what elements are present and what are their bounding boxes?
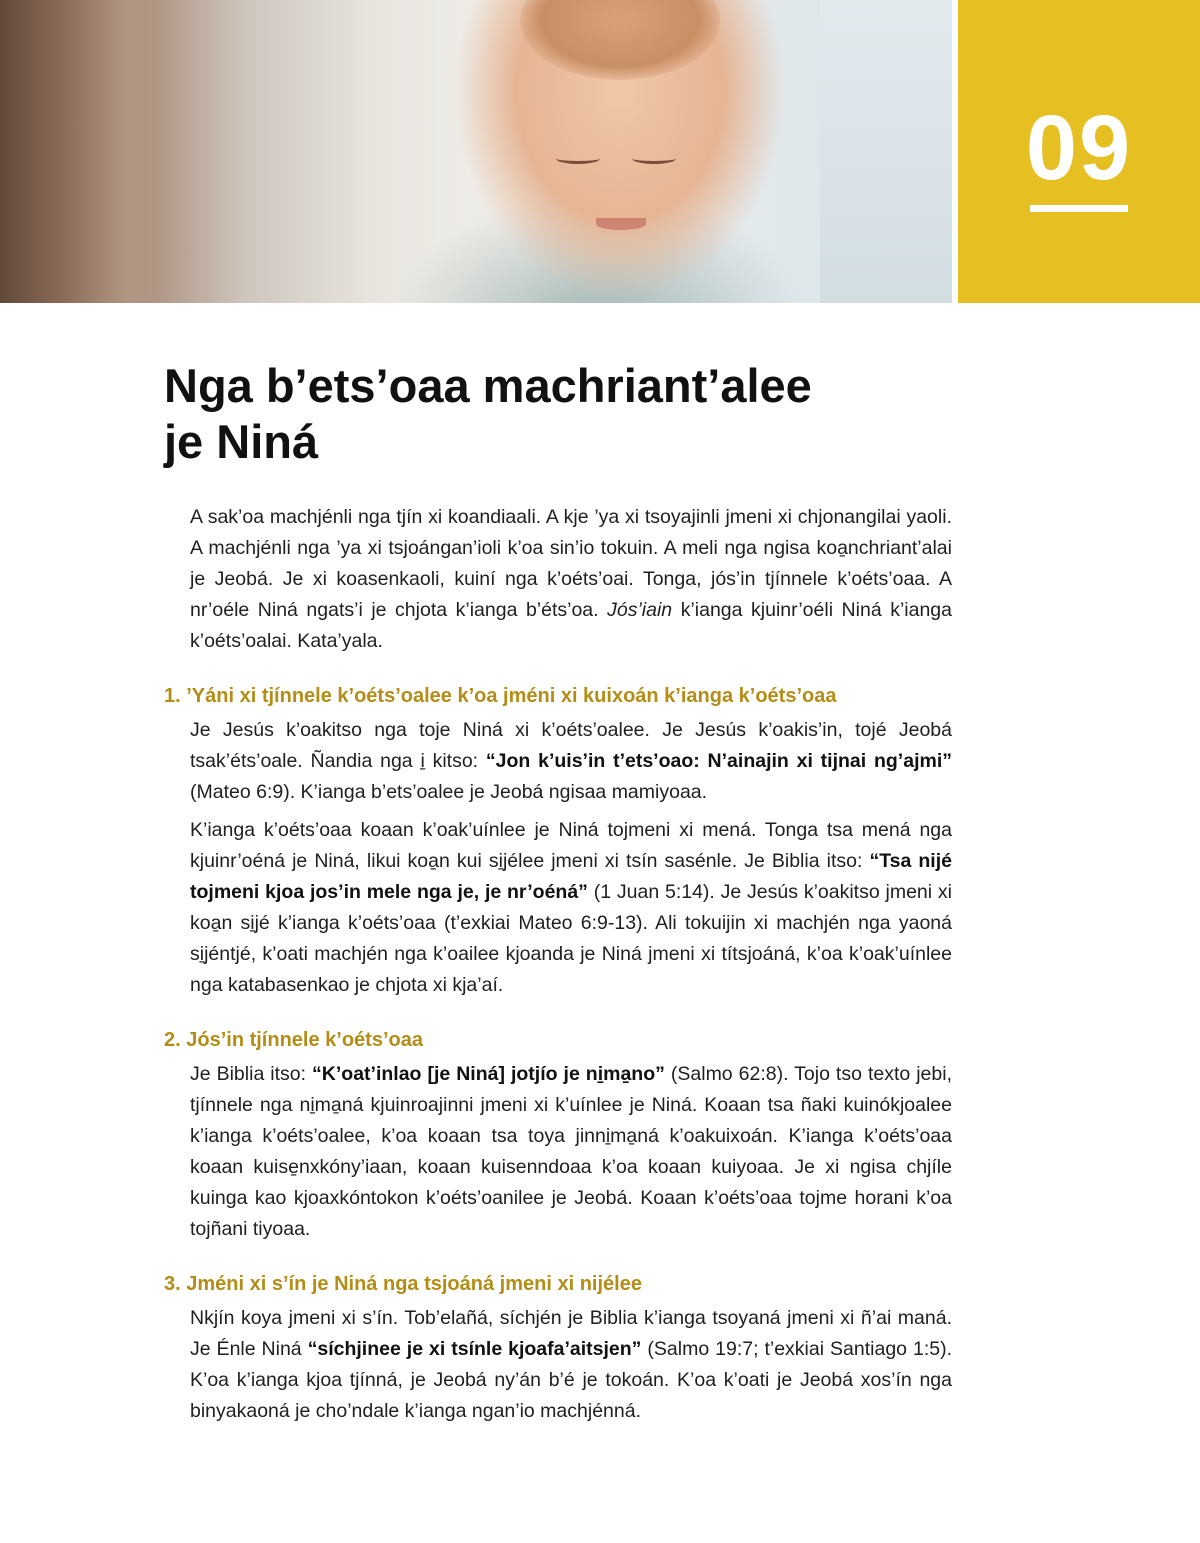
window-background [820, 0, 952, 303]
section-1-p2-text: K’ianga k’oéts’oaa koaan k’oak’uínlee je Niná tojmeni xi mená. Tonga tsa mená nga kjuinr’oéná je Niná, likui koa̱n kui si̱jélee jmeni xi tsín sasénle. Je Biblia itso: [190, 819, 952, 872]
smile [596, 218, 646, 230]
section-2 [164, 1025, 952, 1245]
section-3-p1-quote: “síchjinee je xi tsínle kjoafa’aitsjen” [307, 1338, 642, 1360]
bookshelf-background [0, 0, 170, 303]
intro-text-2: k’ianga kjuinr’oéli Niná k’ianga k’oéts’oalai. Kata’yala. [190, 599, 952, 652]
lesson-number: 09 [1025, 97, 1133, 199]
closed-eye-right [632, 153, 676, 164]
section-1-p2-ref: (1 Juan 5:14). Je Jesús k’oakitso jmeni xi koa̱n si̱jé k’ianga k’oéts’oaa (t’exkiai Mateo 6:9-13). Ali tokuijin xi machjén nga yaoná si̱jéntjé, k’oati machjén nga k’oailee kjoanda je Niná jmeni xi títsjoáná, k’oa k’oak’uínlee nga katabasenkao je chjota xi kja’aí. [190, 881, 952, 996]
section-3 [164, 1269, 952, 1427]
section-1-p1-text: Je Jesús k’oakitso nga toje Niná xi k’oéts’oalee. Je Jesús k’oakis’in, tojé Jeobá tsak’éts’oale. Ñandia nga i̱ kitso: [190, 719, 952, 772]
section-1-paragraph-2 [190, 815, 952, 1001]
closed-eye-left [556, 153, 600, 164]
article-content [164, 502, 952, 1434]
section-1-paragraph-1 [190, 715, 952, 808]
intro-italic: Jós’iain [607, 599, 673, 621]
section-2-p1-quote: “K’oat’inlao [je Niná] jotjío je ni̱ma̱no” [312, 1063, 665, 1085]
section-1-p1-ref: (Mateo 6:9). K’ianga b’ets’oalee je Jeobá ngisaa mamiyoaa. [190, 781, 708, 803]
section-2-heading: 2. Jós’in tjínnele k’oéts’oaa [164, 1029, 423, 1051]
intro-text-1: A sak’oa machjénli nga tjín xi koandiaali. A kje ’ya xi tsoyajinli jmeni xi chjonangilai yaoli. A machjénli nga ’ya xi tsjoángan’ioli k’oa sin’io tokuin. A meli nga ngisa koa̱nchriant’alai je Jeobá. Je xi koasenkaoli, kuiní nga k’oéts’oai. Tonga, jós’in tjínnele k’oéts’oaa. A nr’oéle Niná ngats’i je chjota k’ianga b’éts’oa. [190, 506, 952, 621]
section-2-p1-ref: (Salmo 62:8). Tojo tso texto jebi, tjínnele nga ni̱ma̱ná kjuinroajinni jmeni xi k’uínlee je Niná. Koaan tsa ñaki kuinókjoalee k’ianga k’oéts’oalee, k’oa koaan tsa toya jinni̱ma̱ná k’oakuixoán. K’ianga k’oéts’oaa koaan kuise̱nxkóny’iaan, koaan kuisenndoaa k’oa koaan kuiyoaa. Je xi ngisa chjíle kuinga kao kjoaxkóntokon k’oéts’oanilee je Jeobá. Koaan k’oéts’oaa tojme horani k’oa tojñani tiyoaa. [190, 1063, 952, 1240]
section-3-p1-ref: (Salmo 19:7; t’exkiai Santiago 1:5). K’oa k’ianga kjoa tjínná, je Jeobá ny’án b’é je tokoán. K’oa k’oati je Jeobá xos’ín nga binyakaoná je cho’ndale k’ianga ngan’io machjénná. [190, 1338, 952, 1422]
page-title [164, 358, 924, 470]
section-2-p1-text: Je Biblia itso: [190, 1063, 313, 1085]
section-3-paragraph-1 [190, 1303, 952, 1427]
intro-paragraph [190, 502, 952, 657]
title-line-1: Nga b’ets’oaa machriant’alee [164, 359, 812, 412]
section-1-p2-quote: “Tsa nijé tojmeni kjoa jos’in mele nga je, je nr’oéná” [190, 850, 952, 903]
section-3-heading: 3. Jméni xi s’ín je Niná nga tsjoáná jmeni xi nijélee [164, 1273, 642, 1295]
hair [520, 0, 720, 80]
lesson-badge [958, 0, 1200, 303]
section-2-paragraph-1 [190, 1059, 952, 1245]
title-line-2: je Niná [164, 415, 319, 468]
section-1-p1-quote: “Jon k’uis’in t’ets’oao: N’ainajin xi tijnai ng’ajmi” [485, 750, 952, 772]
section-1 [164, 681, 952, 1001]
header-photo [0, 0, 952, 303]
section-3-p1-text: Nkjín koya jmeni xi s’ín. Tob’elañá, síchjén je Biblia k’ianga tsoyaná jmeni xi ñ’ai maná. Je Énle Niná [190, 1307, 952, 1360]
lesson-underline [1030, 205, 1128, 212]
section-1-heading: 1. ’Yáni xi tjínnele k’oéts’oalee k’oa jméni xi kuixoán k’ianga k’oéts’oaa [164, 685, 837, 707]
